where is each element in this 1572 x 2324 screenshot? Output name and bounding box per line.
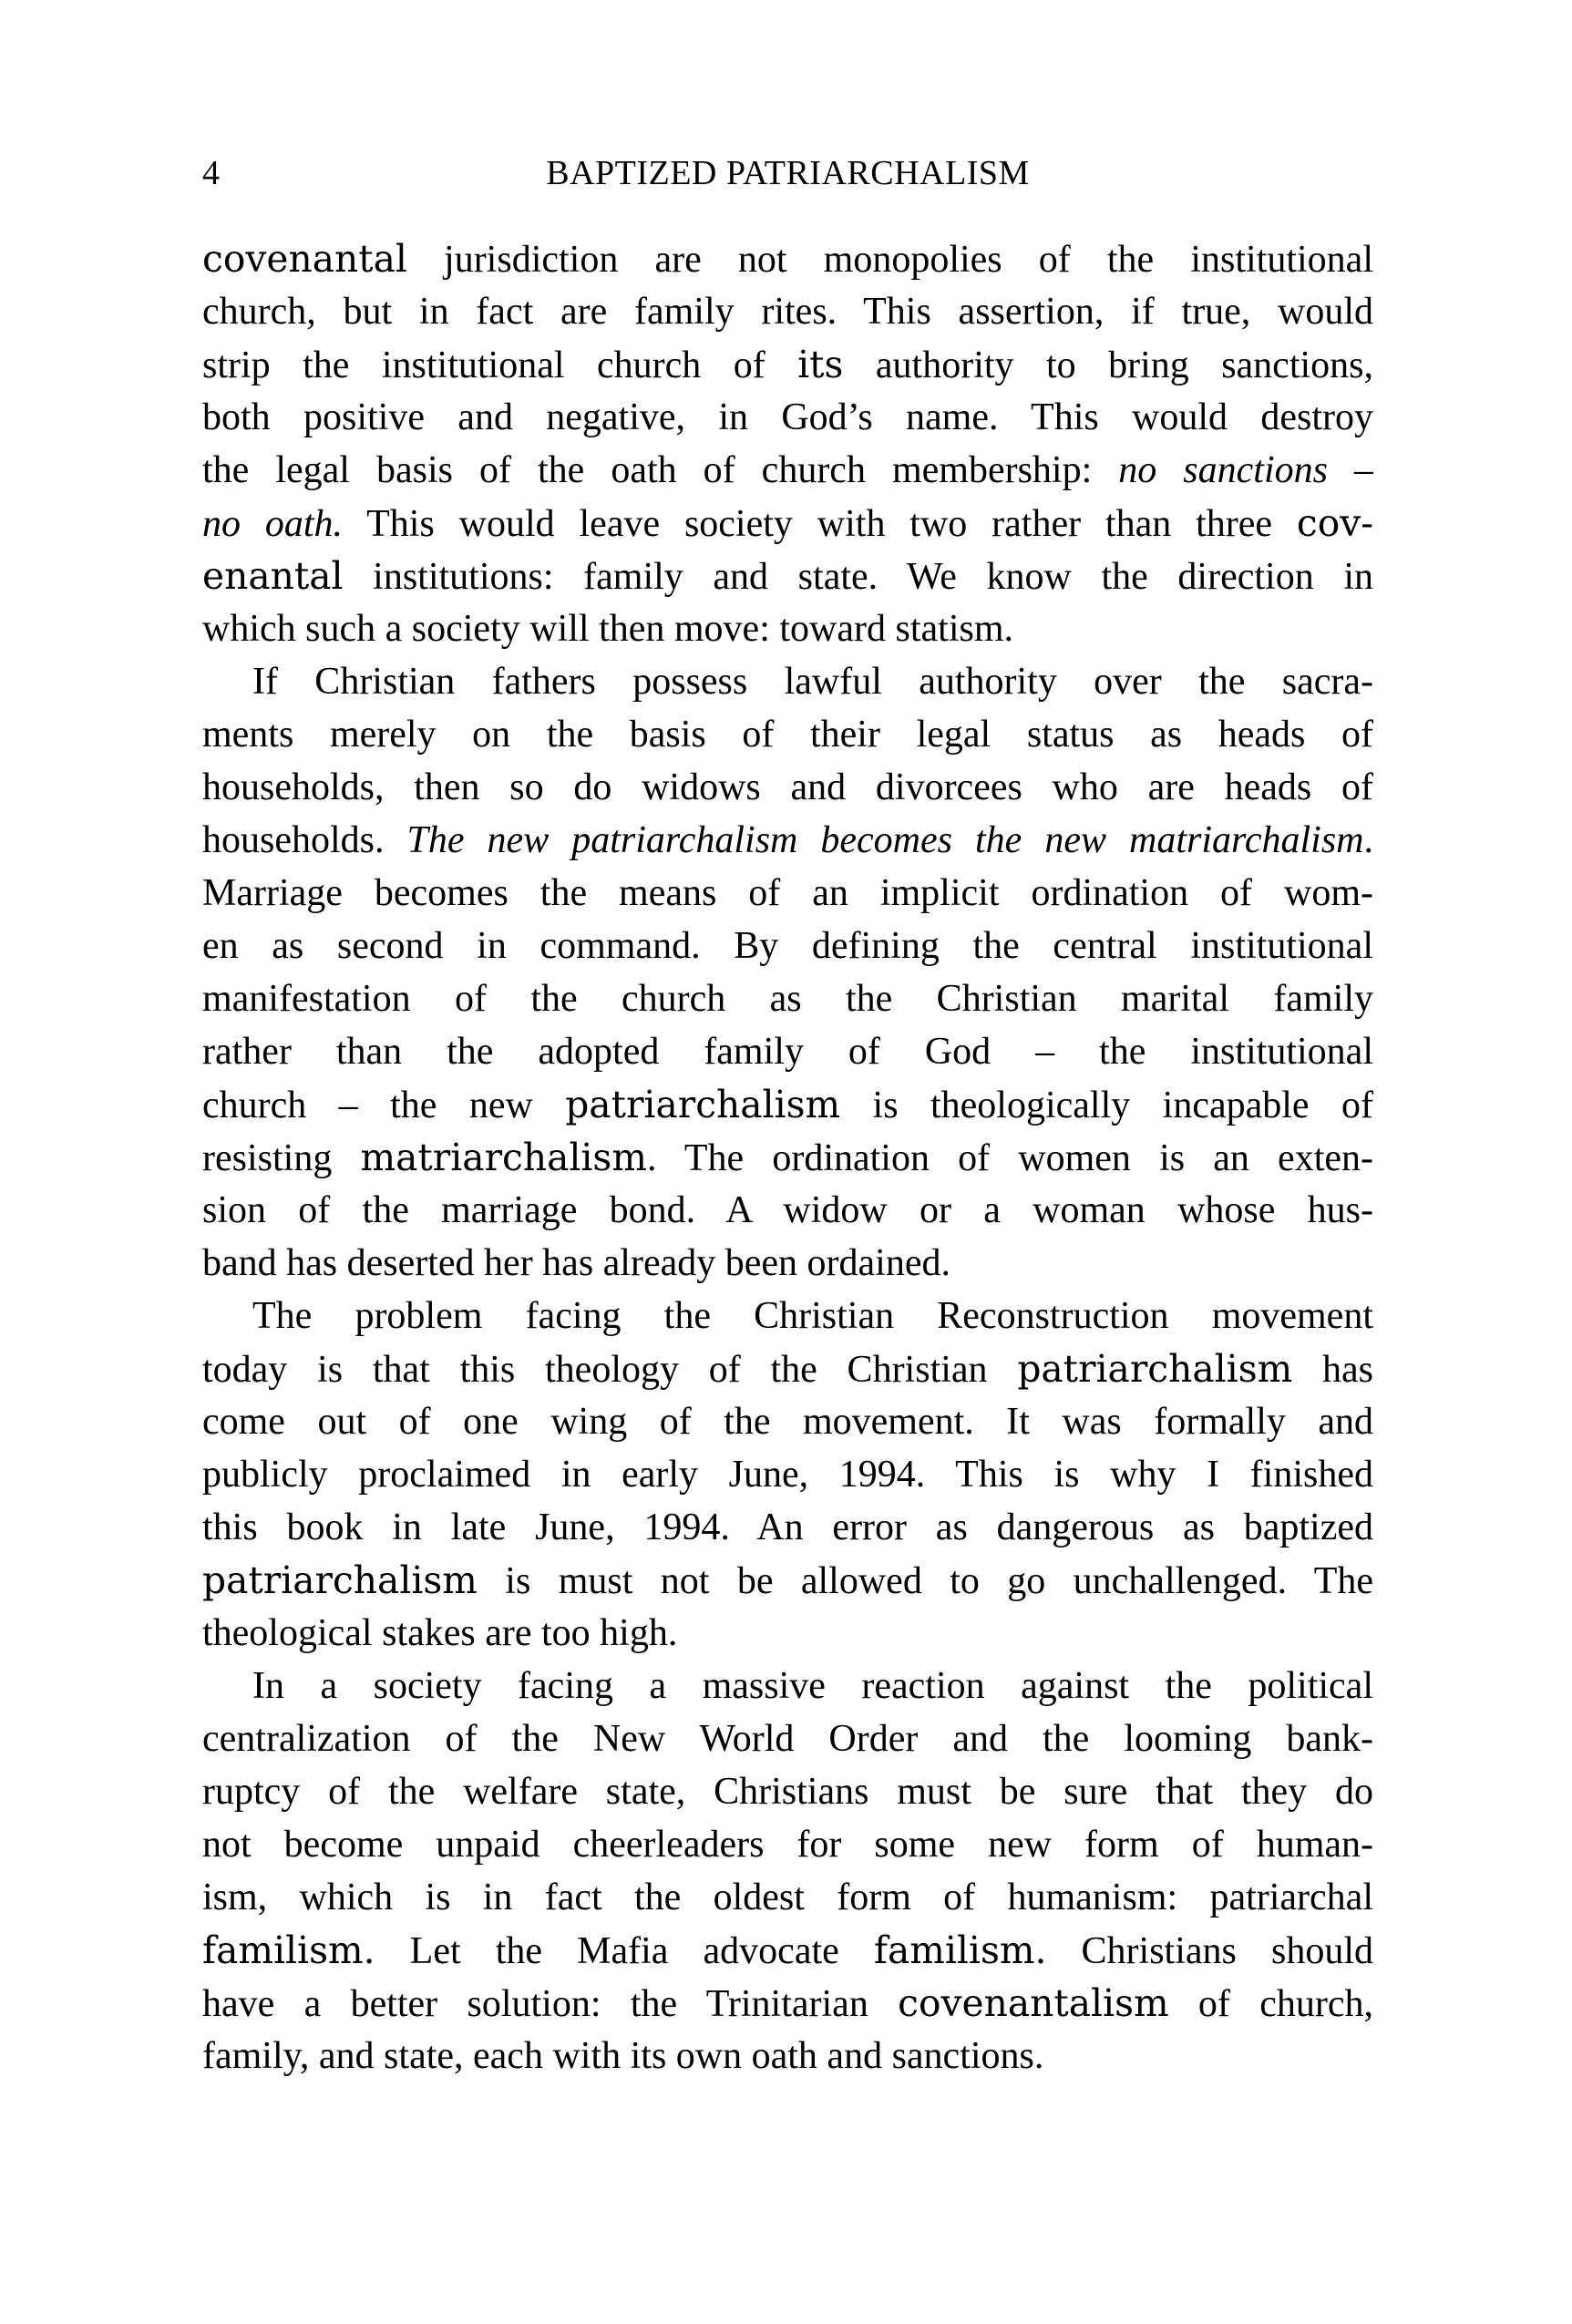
text-run: This would leave society with two rather than three [343, 503, 1297, 545]
text-line [202, 1078, 1373, 1131]
alt-font-text-run: cov- [1296, 501, 1373, 545]
text-line [202, 1818, 1373, 1871]
text-line [202, 1025, 1373, 1078]
text-run: ruptcy of the welfare state, Christians must be sure that they do [202, 1771, 1373, 1813]
text-run: church, but in fact are family rites. This assertion, if true, would [202, 291, 1373, 333]
text-run: is theologically incapable of [840, 1085, 1373, 1126]
text-run: Marriage becomes the means of an implicit ordination of wom- [202, 872, 1373, 914]
text-run: resisting [202, 1137, 361, 1179]
text-run: of church, [1168, 1983, 1373, 2025]
text-run: . The ordination of women is an exten- [646, 1137, 1373, 1179]
text-line [202, 444, 1373, 497]
text-run: manifestation of the church as the Christian marital family [202, 978, 1373, 1020]
text-run: If Christian fathers possess lawful authority over the sacra- [252, 661, 1373, 703]
text-line [202, 655, 1373, 708]
text-line [202, 1871, 1373, 1924]
italic-text-run: The new patriarchalism becomes the new matriarchalism [406, 819, 1364, 861]
alt-font-text-run: covenantal [202, 237, 407, 281]
text-run: the legal basis of the oath of church membership: [202, 449, 1119, 491]
alt-font-text-run: patriarchalism [202, 1558, 478, 1602]
alt-font-text-run: familism. [202, 1928, 375, 1972]
text-run: church – the new [202, 1085, 566, 1126]
text-run: not become unpaid cheerleaders for some new form of human- [202, 1824, 1373, 1866]
text-run: The problem facing the Christian Reconstruction movement [252, 1295, 1373, 1337]
text-run: strip the institutional church of [202, 344, 798, 386]
text-line [202, 1501, 1373, 1554]
text-run: households. [202, 819, 407, 861]
text-run: en as second in command. By defining the central institutional [202, 925, 1373, 967]
text-run: today is that this theology of the Christian [202, 1349, 1018, 1391]
text-run: . [1363, 819, 1373, 861]
text-line [202, 814, 1373, 867]
running-title: BAPTIZED PATRIARCHALISM [546, 154, 1030, 192]
text-run: theological stakes are too high. [202, 1612, 678, 1654]
text-run: jurisdiction are not monopolies of the institutional [406, 239, 1373, 281]
text-line [202, 338, 1373, 391]
alt-font-text-run: patriarchalism [565, 1083, 841, 1126]
text-line [202, 497, 1373, 550]
text-run: band has deserted her has already been ordained. [202, 1242, 950, 1284]
text-line [202, 1660, 1373, 1712]
text-line [202, 1290, 1373, 1342]
text-run: Christians should [1046, 1930, 1373, 1972]
text-run: publicly proclaimed in early June, 1994. This is why I finished [202, 1454, 1373, 1496]
text-run: institutions: family and state. We know the direction in [343, 556, 1373, 598]
text-run: ments merely on the basis of their legal status as heads of [202, 714, 1373, 756]
body-text [202, 232, 1373, 2082]
text-run: both positive and negative, in God’s name. This would destroy [202, 396, 1373, 438]
text-run: sion of the marriage bond. A widow or a woman whose hus- [202, 1189, 1373, 1231]
text-line [202, 1977, 1373, 2030]
text-line [202, 550, 1373, 602]
italic-text-run: no oath. [202, 503, 344, 545]
text-line [202, 1448, 1373, 1501]
alt-font-text-run: its [797, 343, 844, 386]
text-line [202, 391, 1373, 444]
text-run: this book in late June, 1994. An error as dangerous as baptized [202, 1506, 1373, 1548]
text-line [202, 1342, 1373, 1395]
text-line [202, 867, 1373, 920]
text-line [202, 761, 1373, 814]
alt-font-text-run: matriarchalism [360, 1136, 647, 1179]
text-line [202, 920, 1373, 972]
text-line [202, 1712, 1373, 1765]
text-run: In a society facing a massive reaction against the political [252, 1665, 1373, 1707]
text-line [202, 2030, 1373, 2082]
text-line [202, 602, 1373, 655]
text-run: come out of one wing of the movement. It was formally and [202, 1401, 1373, 1443]
text-line [202, 1184, 1373, 1237]
text-run: have a better solution: the Trinitarian [202, 1983, 899, 2025]
text-line [202, 972, 1373, 1025]
text-line [202, 232, 1373, 285]
running-head [202, 153, 1373, 197]
text-line [202, 1924, 1373, 1977]
text-run: ism, which is in fact the oldest form of humanism: patriarchal [202, 1877, 1373, 1918]
text-line [202, 1554, 1373, 1607]
alt-font-text-run: familism. [873, 1928, 1047, 1972]
text-run: which such a society will then move: toward statism. [202, 608, 1013, 650]
text-run: authority to bring sanctions, [843, 344, 1373, 386]
text-run: centralization of the New World Order and the looming bank- [202, 1718, 1373, 1760]
text-line [202, 1607, 1373, 1660]
page-number: 4 [202, 154, 220, 192]
text-line [202, 708, 1373, 761]
text-run: Let the Mafia advocate [375, 1930, 874, 1972]
alt-font-text-run: enantal [202, 554, 344, 598]
text-line [202, 1237, 1373, 1290]
text-run: has [1292, 1349, 1373, 1391]
text-run: rather than the adopted family of God – the institutional [202, 1031, 1373, 1073]
text-run: is must not be allowed to go unchallenged. The [477, 1560, 1373, 1602]
text-line [202, 1131, 1373, 1184]
alt-font-text-run: patriarchalism [1017, 1347, 1293, 1391]
text-line [202, 285, 1373, 338]
italic-text-run: no sanctions – [1118, 449, 1373, 491]
text-line [202, 1395, 1373, 1448]
alt-font-text-run: covenantalism [898, 1981, 1169, 2025]
text-line [202, 1765, 1373, 1818]
text-run: family, and state, each with its own oath and sanctions. [202, 2035, 1044, 2077]
text-run: households, then so do widows and divorcees who are heads of [202, 766, 1373, 808]
